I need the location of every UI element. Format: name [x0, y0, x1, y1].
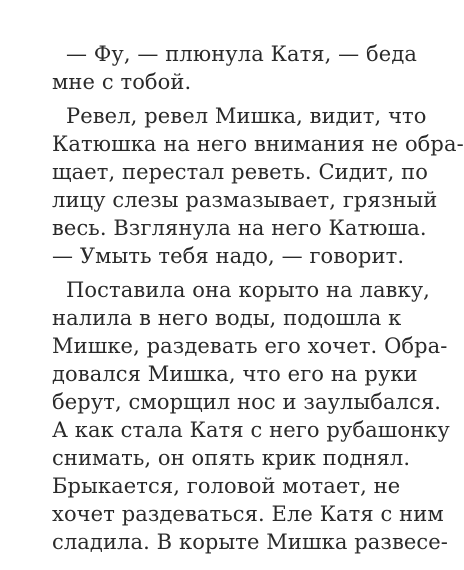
text-line-11: Мишке, раздевать его хочет. Обра-	[52, 334, 448, 358]
text-line-9: Поставила она корыто на лавку,	[66, 278, 430, 302]
text-line-16: Брыкается, головой мотает, не	[52, 474, 401, 498]
text-line-10: налила в него воды, подошла к	[52, 306, 402, 330]
text-line-2: мне с тобой.	[52, 70, 192, 94]
text-line-5: щает, перестал реветь. Сидит, по	[52, 160, 428, 184]
text-line-1: — Фу, — плюнула Катя, — беда	[66, 42, 417, 66]
text-line-6: лицу слезы размазывает, грязный	[52, 188, 438, 212]
text-line-13: берут, сморщил нос и заулыбался.	[52, 390, 442, 414]
text-line-8: — Умыть тебя надо, — говорит.	[52, 244, 405, 268]
text-line-12: довался Мишка, что его на руки	[52, 362, 418, 386]
text-line-3: Ревел, ревел Мишка, видит, что	[66, 104, 427, 128]
text-line-15: снимать, он опять крик поднял.	[52, 446, 411, 470]
text-line-7: весь. Взглянула на него Катюша.	[52, 216, 427, 240]
text-line-4: Катюшка на него внимания не обра-	[52, 132, 464, 156]
text-line-14: А как стала Катя с него рубашонку	[52, 418, 450, 442]
text-line-18: сладила. В корыте Мишка развесе-	[52, 530, 449, 554]
text-line-17: хочет раздеваться. Еле Катя с ним	[52, 502, 444, 526]
